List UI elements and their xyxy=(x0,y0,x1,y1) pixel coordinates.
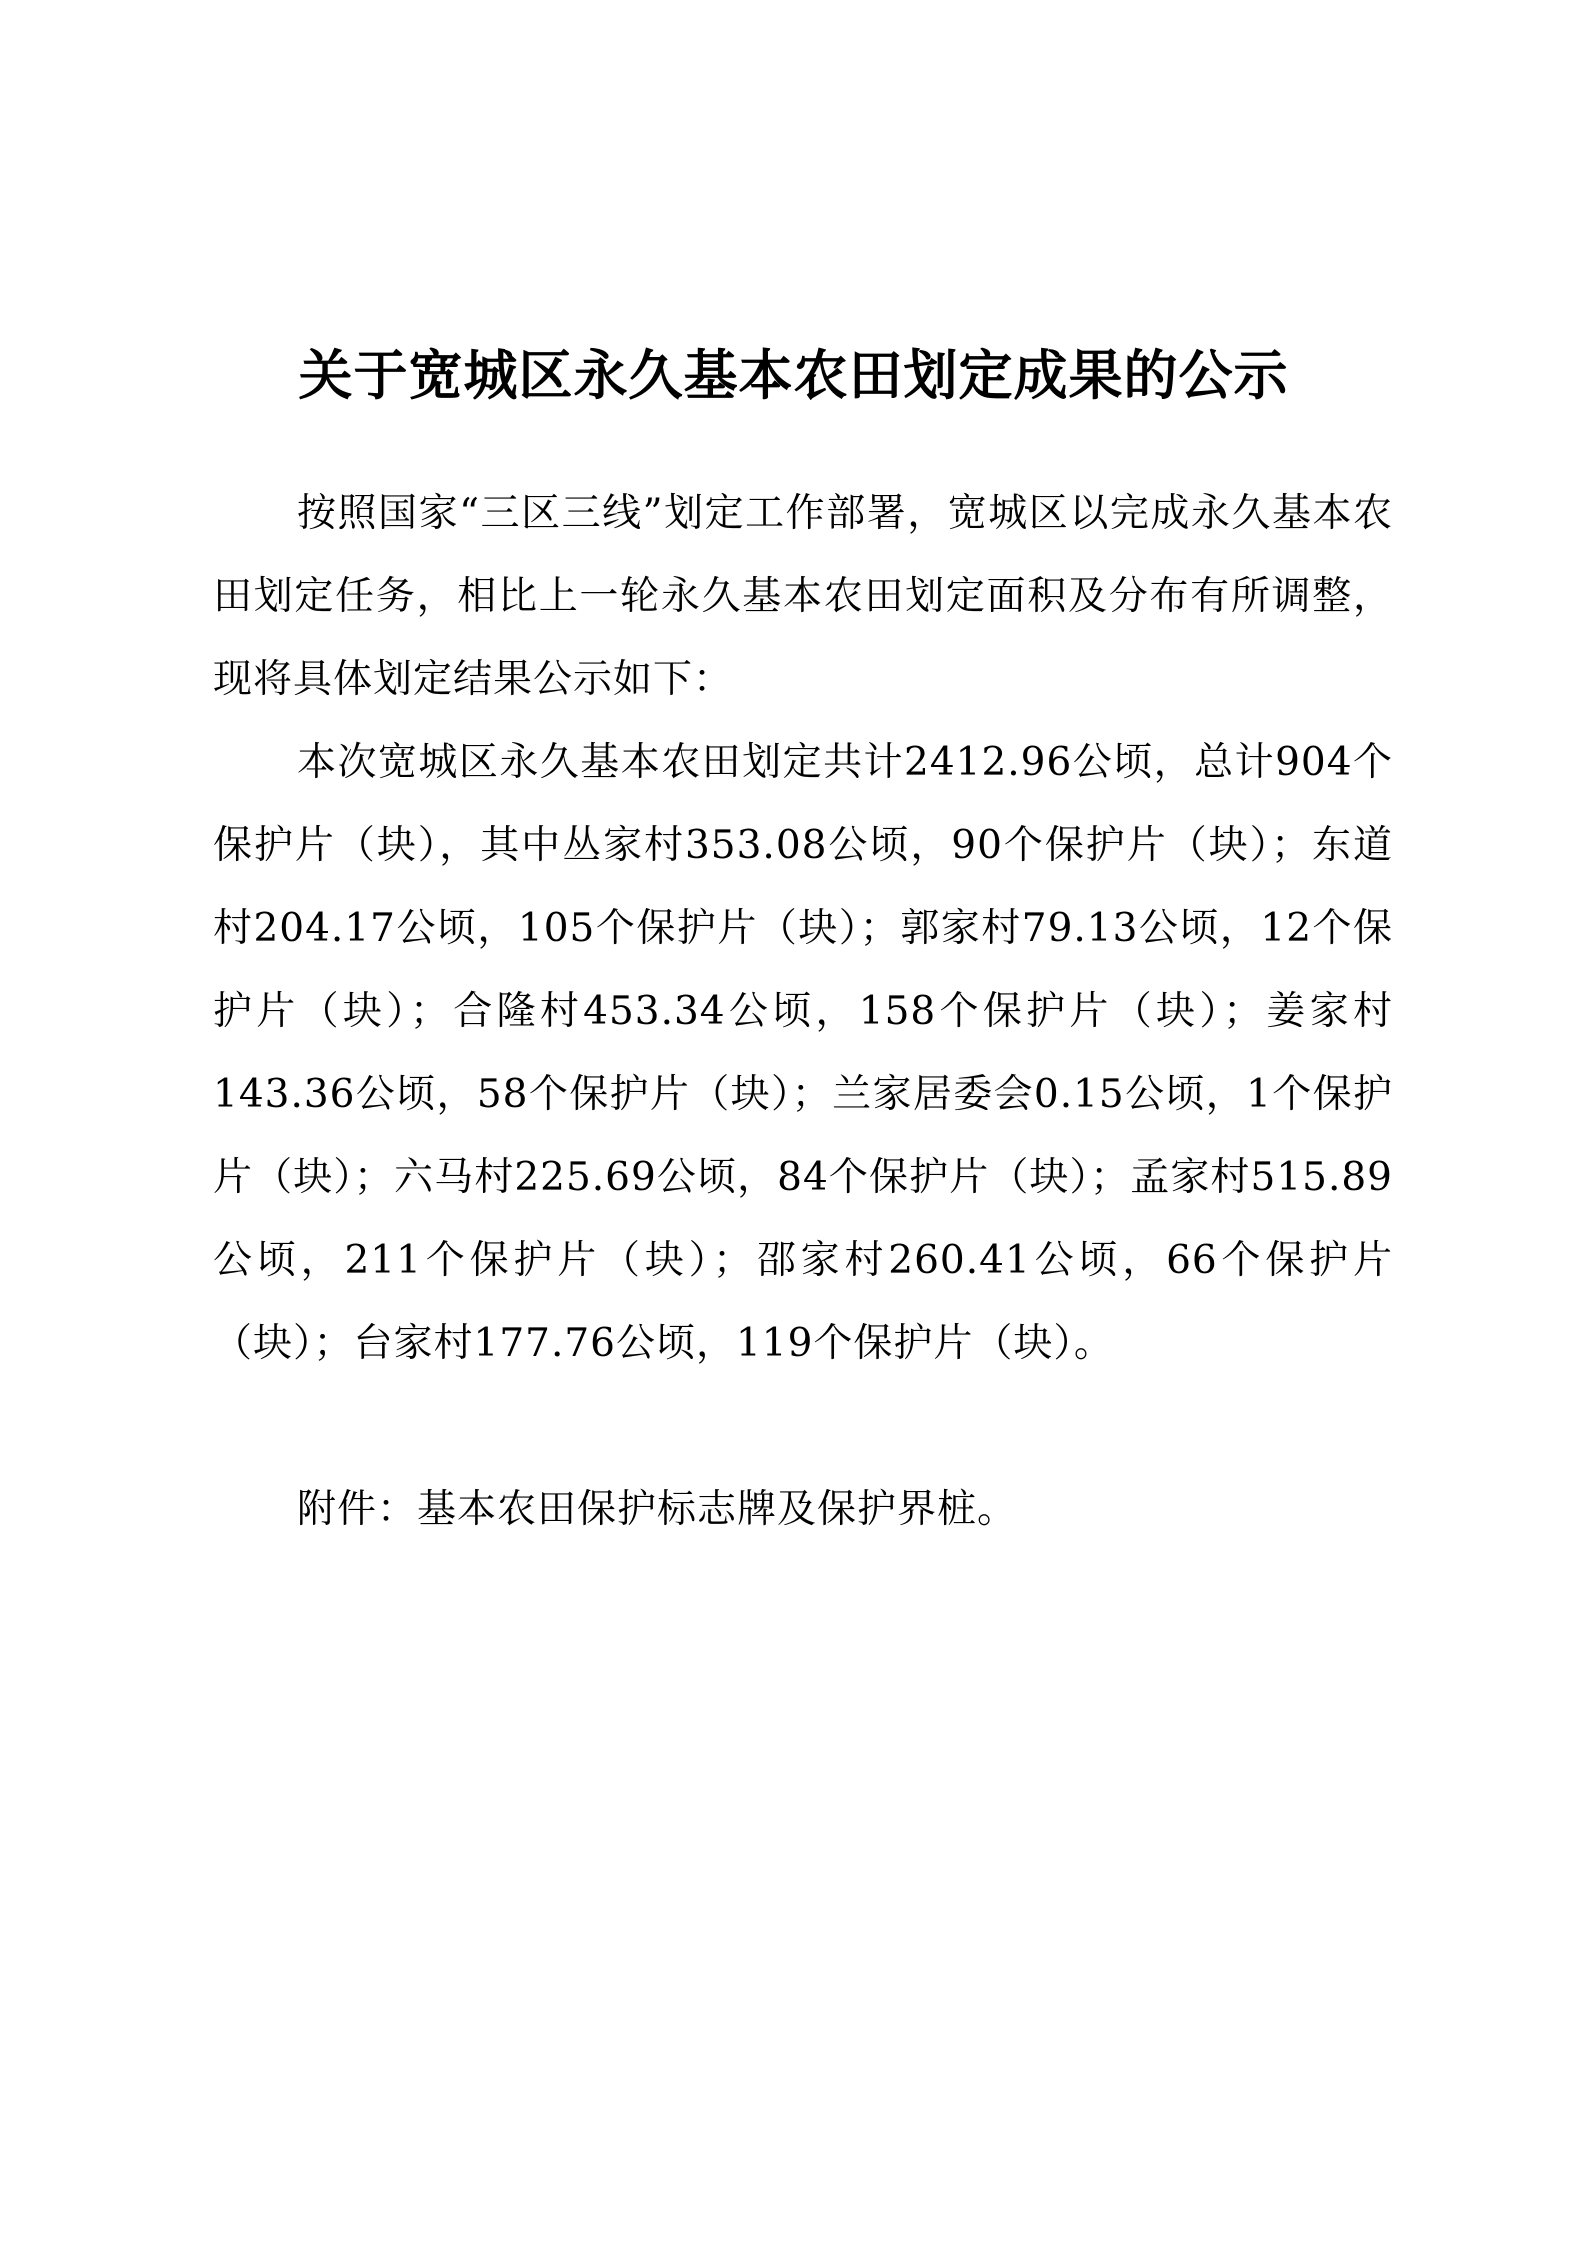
attachment-note: 附件：基本农田保护标志牌及保护界桩。 xyxy=(297,1487,1018,1532)
document-title: 关于宽城区永久基本农田划定成果的公示 xyxy=(298,343,1289,407)
intro-paragraph: 按照国家“三区三线”划定工作部署，宽城区以完成永久基本农田划定任务，相比上一轮永久基本农田划定面积及分布有所调整，现将具体划定结果公示如下： xyxy=(213,491,1393,702)
results-paragraph: 本次宽城区永久基本农田划定共计2412.96公顷，总计904个保护片（块），其中丛家村353.08公顷，90个保护片（块）；东道村204.17公顷，105个保护片（块）；郭家村79.13公顷，12个保护片（块）；合隆村453.34公顷，158个保护片（块）；姜家村143.36公顷，58个保护片（块）；兰家居委会0.15公顷，1个保护片（块）；六马村225.69公顷，84个保护片（块）；孟家村515.89公顷，211个保护片（块）；邵家村260.41公顷，66个保护片（块）；台家村177.76公顷，119个保护片（块）。 xyxy=(213,740,1393,1366)
